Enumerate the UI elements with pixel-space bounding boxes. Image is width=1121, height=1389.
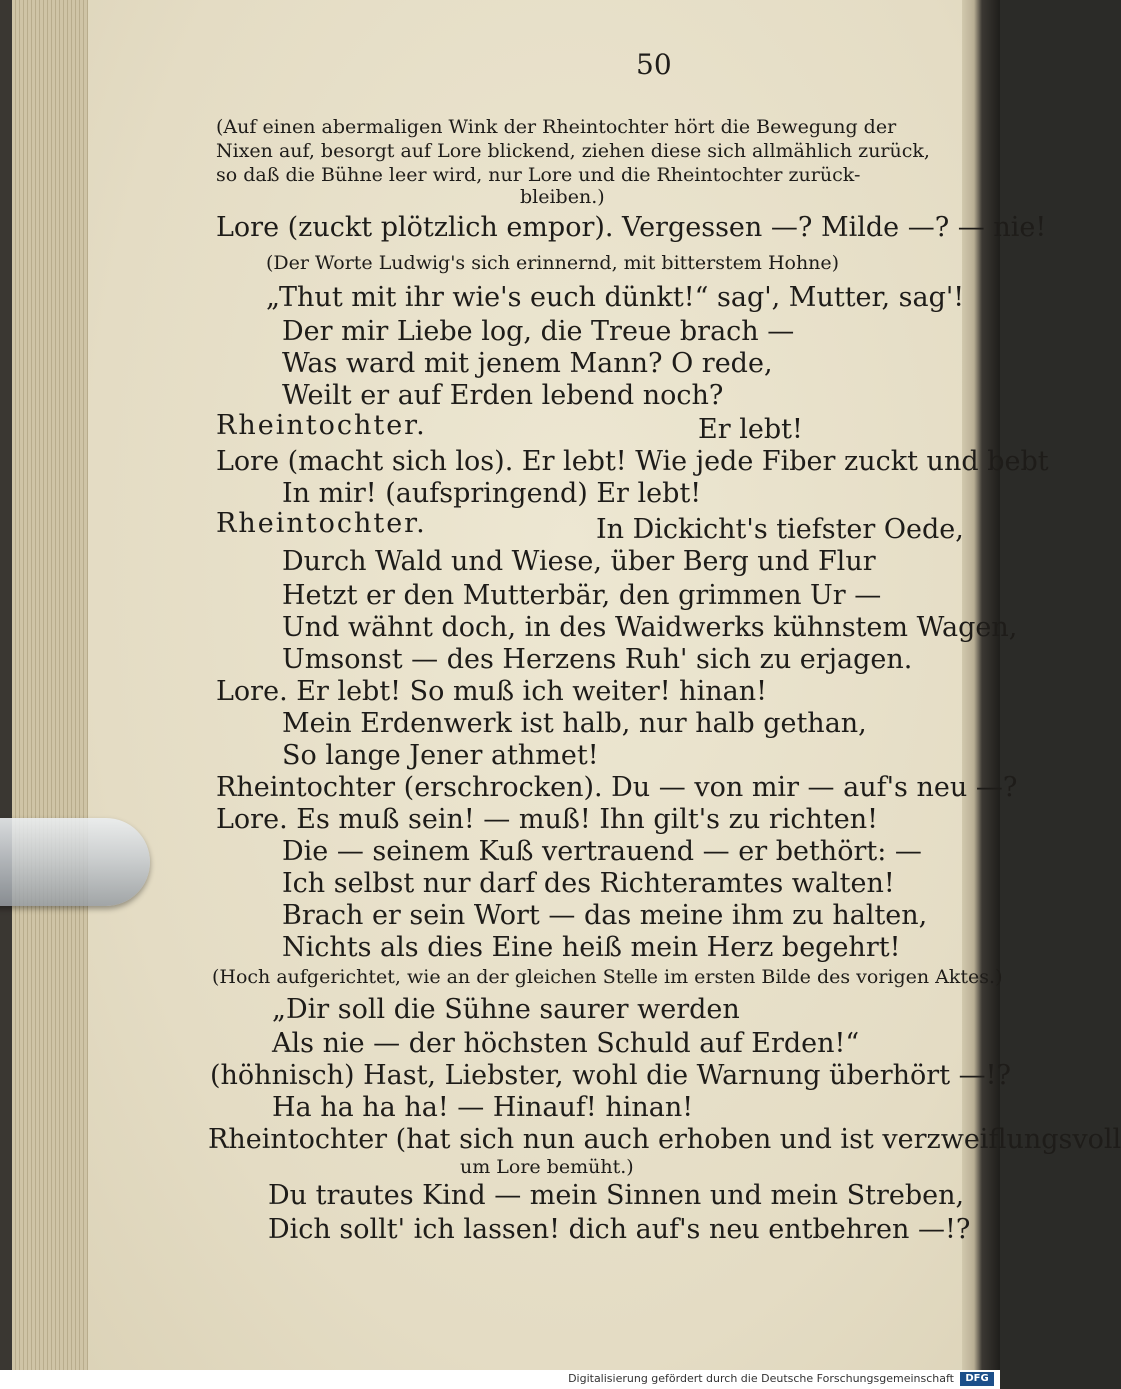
page-edges [0, 0, 92, 1370]
text-line: Durch Wald und Wiese, über Berg und Flur [282, 546, 876, 577]
book-cover-edge [0, 0, 12, 1370]
speaker-name: Rheintochter. [216, 410, 427, 441]
bookmark-clip [0, 818, 150, 906]
dfg-logo: DFG [960, 1372, 994, 1386]
page-number: 50 [636, 48, 672, 81]
text-line: um Lore bemüht.) [460, 1156, 634, 1178]
text-line: bleiben.) [520, 186, 605, 208]
text-line: Lore. Es muß sein! — muß! Ihn gilt's zu richten! [216, 804, 878, 835]
text-line: „Thut mit ihr wie's euch dünkt!“ sag', Mutter, sag'! [266, 282, 965, 313]
text-line: (Auf einen abermaligen Wink der Rheintochter hört die Bewegung der [216, 116, 897, 138]
text-line: Er lebt! [698, 414, 803, 445]
text-line: Ich selbst nur darf des Richteramtes walten! [282, 868, 895, 899]
text-line: (Hoch aufgerichtet, wie an der gleichen Stelle im ersten Bilde des vorigen Aktes.) [212, 966, 1003, 988]
text-line: Was ward mit jenem Mann? O rede, [282, 348, 773, 379]
text-line: So lange Jener athmet! [282, 740, 599, 771]
book-page [88, 0, 1121, 1370]
text-line: Rheintochter (erschrocken). Du — von mir — auf's neu —? [216, 772, 1018, 803]
text-line: In mir! (aufspringend) Er lebt! [282, 478, 702, 509]
text-line: (höhnisch) Hast, Liebster, wohl die Warnung überhört —!? [210, 1060, 1011, 1091]
text-line: Lore (macht sich los). Er lebt! Wie jede Fiber zuckt und bebt [216, 446, 1049, 477]
footer-credit: Digitalisierung gefördert durch die Deutsche Forschungsgemeinschaft [568, 1372, 954, 1385]
text-line: Und wähnt doch, in des Waidwerks kühnstem Wagen, [282, 612, 1018, 643]
text-line: Weilt er auf Erden lebend noch? [282, 380, 724, 411]
text-line: Mein Erdenwerk ist halb, nur halb gethan, [282, 708, 867, 739]
text-line: Als nie — der höchsten Schuld auf Erden!“ [272, 1028, 860, 1059]
text-line: (Der Worte Ludwig's sich erinnernd, mit bitterstem Hohne) [266, 252, 840, 274]
text-line: In Dickicht's tiefster Oede, [596, 514, 964, 545]
text-line: Der mir Liebe log, die Treue brach — [282, 316, 795, 347]
text-line: Lore (zuckt plötzlich empor). Vergessen —? Milde —? — nie! [216, 212, 1047, 243]
text-line: Rheintochter (hat sich nun auch erhoben und ist verzweiflungsvoll [208, 1124, 1121, 1155]
text-line: Umsonst — des Herzens Ruh' sich zu erjagen. [282, 644, 913, 675]
book-spine [960, 0, 1000, 1370]
text-line: Hetzt er den Mutterbär, den grimmen Ur — [282, 580, 882, 611]
speaker-name: Rheintochter. [216, 508, 427, 539]
text-line: Ha ha ha ha! — Hinauf! hinan! [272, 1092, 694, 1123]
text-line: Dich sollt' ich lassen! dich auf's neu entbehren —!? [268, 1214, 971, 1245]
text-line: „Dir soll die Sühne saurer werden [272, 994, 740, 1025]
text-line: Lore. Er lebt! So muß ich weiter! hinan! [216, 676, 767, 707]
text-line: Nixen auf, besorgt auf Lore blickend, ziehen diese sich allmählich zurück, [216, 140, 930, 162]
text-line: Brach er sein Wort — das meine ihm zu halten, [282, 900, 928, 931]
text-line: so daß die Bühne leer wird, nur Lore und die Rheintochter zurück- [216, 164, 861, 186]
text-line: Du trautes Kind — mein Sinnen und mein Streben, [268, 1180, 965, 1211]
text-line: Die — seinem Kuß vertrauend — er bethört: — [282, 836, 922, 867]
text-line: Nichts als dies Eine heiß mein Herz begehrt! [282, 932, 901, 963]
footer-bar [0, 1370, 1000, 1389]
